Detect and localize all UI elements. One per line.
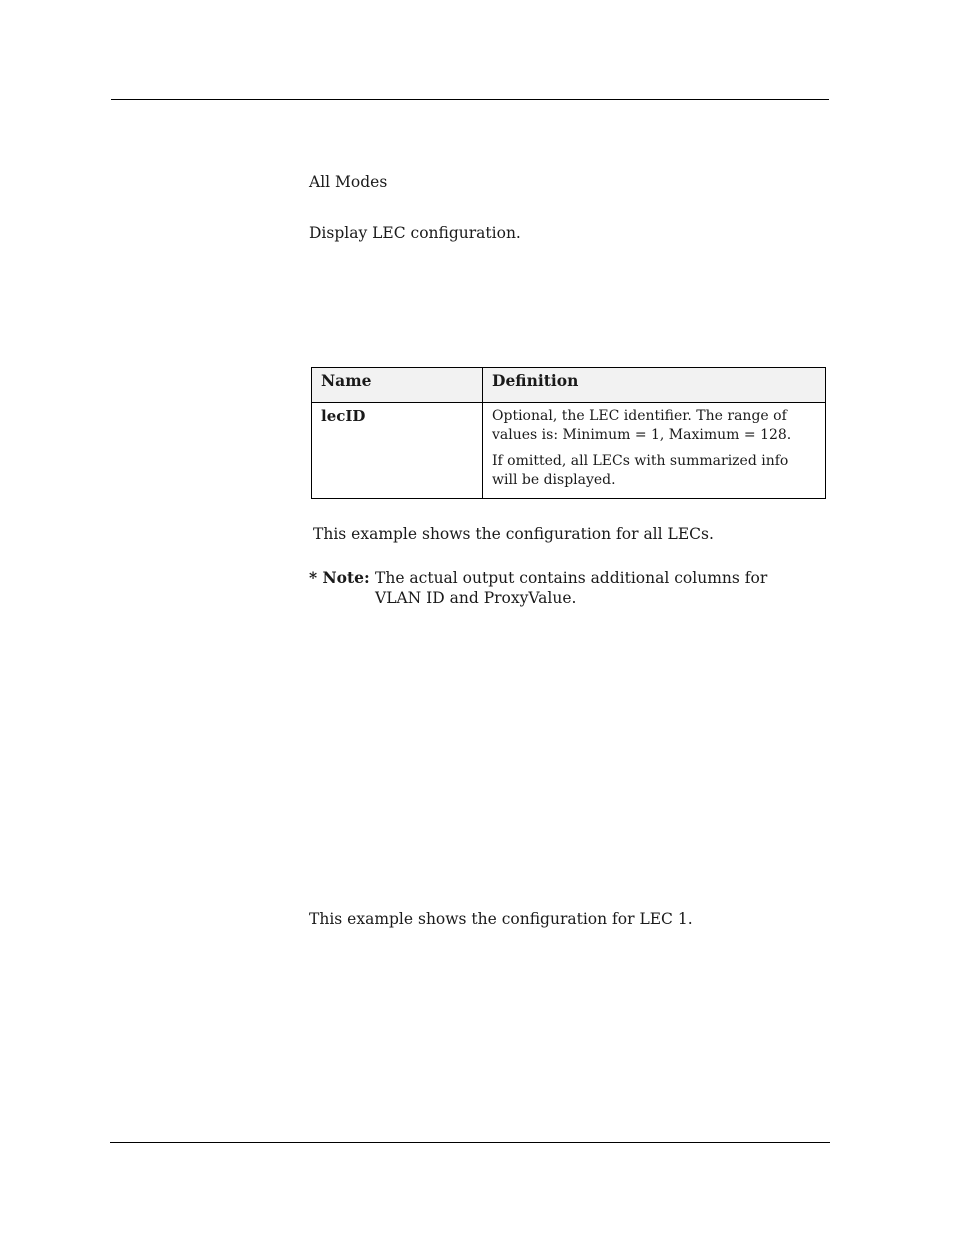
column-header-name: Name <box>312 368 483 403</box>
table-row <box>312 403 826 499</box>
table-header-row <box>312 368 826 403</box>
column-header-definition: Definition <box>483 368 826 403</box>
description-text: Display LEC configuration. <box>309 224 521 242</box>
param-name: lecID <box>312 403 483 499</box>
definition-line: If omitted, all LECs with summarized info will be displayed. <box>492 453 789 488</box>
example-caption: This example shows the configuration for LEC 1. <box>309 910 693 928</box>
parameter-table <box>311 367 826 499</box>
param-definition <box>483 403 826 499</box>
mode-text: All Modes <box>309 173 388 191</box>
header-rule <box>111 99 829 100</box>
definition-line: Optional, the LEC identifier. The range of values is: Minimum = 1, Maximum = 128. <box>492 408 792 443</box>
note-label: * Note: <box>309 568 370 587</box>
note-text: The actual output contains additional columns for VLAN ID and ProxyValue. <box>375 569 768 607</box>
footer-rule <box>110 1142 830 1143</box>
example-caption: This example shows the configuration for all LECs. <box>313 525 714 543</box>
